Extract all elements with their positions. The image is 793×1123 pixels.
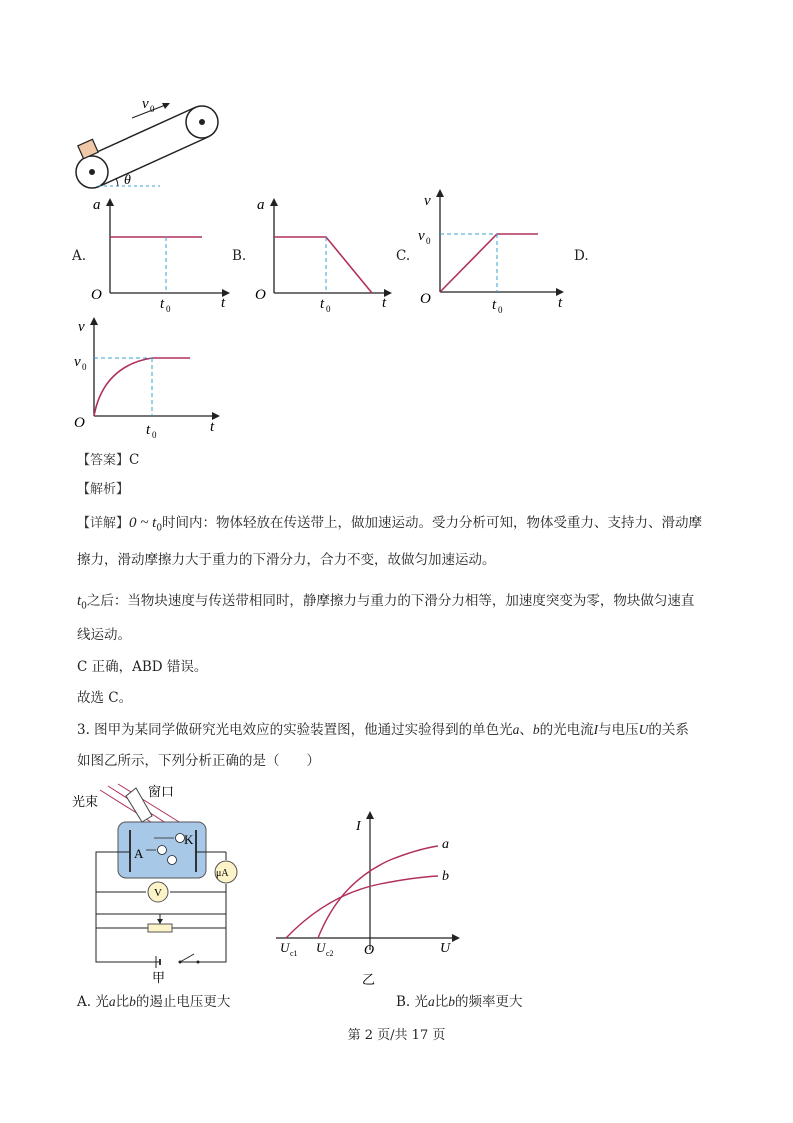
t0-sub: 0 bbox=[152, 430, 157, 440]
q3-sep: 、 bbox=[519, 722, 533, 738]
answer-tag: 【答案】 bbox=[77, 453, 130, 468]
q3-option-b-b: b bbox=[448, 994, 456, 1009]
v0-sub: 0 bbox=[82, 362, 87, 372]
graph-b bbox=[252, 195, 402, 315]
q3-option-a-mid: 比 bbox=[115, 994, 130, 1010]
graph-c bbox=[414, 185, 574, 320]
detail-line-4: 线运动。 bbox=[77, 627, 131, 643]
curve-b-label: b bbox=[442, 869, 449, 884]
microammeter-label: μA bbox=[216, 868, 229, 879]
window-label: 窗口 bbox=[148, 784, 175, 799]
v0-label: v bbox=[142, 96, 149, 112]
q3-text-d: 的关系 bbox=[648, 722, 689, 738]
figure-yi bbox=[270, 808, 470, 988]
time-range-sub: 0 bbox=[156, 523, 163, 534]
origin-label: O bbox=[364, 943, 375, 958]
figure-jia-caption: 甲 bbox=[152, 970, 166, 985]
figure-jia bbox=[70, 776, 250, 986]
q3-line-2: 如图乙所示，下列分析正确的是（ ） bbox=[77, 753, 320, 769]
q3-I: I bbox=[593, 722, 599, 737]
anode-label: A bbox=[134, 846, 144, 861]
t0-label: t bbox=[492, 297, 497, 313]
conclusion-1: C 正确，ABD 错误。 bbox=[77, 659, 208, 675]
y-label: v bbox=[424, 193, 431, 209]
detail-text-1: 时间内：物体轻放在传送带上，做加速运动。受力分析可知，物体受重力、支持力、滑动摩 bbox=[162, 515, 703, 531]
origin-label: O bbox=[255, 287, 266, 303]
graph-d bbox=[70, 313, 230, 448]
option-a-label: A. bbox=[72, 248, 87, 264]
t0-label: t bbox=[160, 296, 165, 312]
theta-label: θ bbox=[124, 173, 131, 188]
q3-option-b-pre: B. 光 bbox=[396, 994, 429, 1010]
answer-line bbox=[77, 450, 139, 471]
q3-option-a-b: b bbox=[129, 994, 136, 1009]
v0-sub: 0 bbox=[426, 236, 431, 246]
detail-line-1 bbox=[77, 513, 702, 539]
q3-text-c: 与电压 bbox=[598, 722, 639, 738]
q3-U: U bbox=[638, 722, 649, 737]
q3-option-b-mid: 比 bbox=[434, 994, 449, 1010]
q3-b: b bbox=[532, 722, 540, 737]
uc1-sub: c1 bbox=[290, 949, 298, 958]
conveyor-belt bbox=[76, 106, 218, 188]
v0-sub: 0 bbox=[150, 104, 155, 114]
conclusion-2: 故选 C。 bbox=[77, 690, 133, 706]
time-range: 0 ~ t bbox=[129, 515, 157, 531]
q3-option-a bbox=[77, 992, 230, 1012]
q3-text-b: 的光电流 bbox=[539, 722, 594, 738]
uc2-sub: c2 bbox=[326, 949, 334, 958]
q3-option-b-post: 的频率更大 bbox=[455, 994, 523, 1010]
origin-label: O bbox=[420, 291, 431, 307]
q3-a: a bbox=[512, 722, 520, 737]
t0-label: t bbox=[146, 422, 151, 438]
figure-yi-caption: 乙 bbox=[362, 972, 376, 987]
y-label: a bbox=[257, 197, 265, 213]
voltmeter-label: V bbox=[154, 887, 162, 899]
option-b-label: B. bbox=[232, 248, 247, 264]
current-axis-label: I bbox=[356, 819, 361, 834]
option-c-label: C. bbox=[396, 248, 411, 264]
voltage-axis-label: U bbox=[440, 941, 451, 956]
conveyor-figure bbox=[70, 92, 230, 192]
page-footer: 第 2 页/共 17 页 bbox=[347, 1028, 446, 1043]
analysis-tag: 【解析】 bbox=[77, 482, 130, 497]
t0-sub: 0 bbox=[326, 304, 331, 314]
y-label: v bbox=[78, 319, 85, 335]
q3-option-a-a: a bbox=[108, 994, 116, 1009]
answer-value: C bbox=[129, 452, 140, 468]
uc1-label: U bbox=[280, 940, 290, 955]
q3-line-1 bbox=[77, 720, 689, 740]
x-label: t bbox=[210, 419, 215, 435]
origin-label: O bbox=[74, 415, 85, 431]
beam-label: 光束 bbox=[72, 794, 99, 809]
x-label: t bbox=[382, 295, 387, 311]
v0-label: v bbox=[74, 354, 81, 370]
detail-tag: 【详解】 bbox=[77, 516, 130, 531]
v0-label: v bbox=[418, 228, 425, 244]
q3-option-a-pre: A. 光 bbox=[77, 994, 109, 1010]
q3-option-b-a: a bbox=[428, 994, 435, 1009]
x-label: t bbox=[221, 295, 226, 311]
curve-a bbox=[318, 846, 438, 938]
t0-symbol: t bbox=[77, 593, 82, 609]
graph-a bbox=[88, 195, 238, 315]
origin-label: O bbox=[91, 287, 102, 303]
q3-text-a: 3. 图甲为某同学做研究光电效应的实验装置图，他通过实验得到的单色光 bbox=[77, 722, 513, 738]
x-label: t bbox=[558, 295, 563, 311]
uc2-label: U bbox=[316, 940, 326, 955]
t0-symbol-sub: 0 bbox=[81, 601, 87, 612]
q3-option-b bbox=[396, 992, 523, 1012]
q3-option-a-post: 的遏止电压更大 bbox=[135, 994, 231, 1010]
t0-sub: 0 bbox=[498, 305, 503, 315]
detail-line-2: 擦力，滑动摩擦力大于重力的下滑分力，合力不变，故做匀加速运动。 bbox=[77, 552, 496, 568]
curve-a-label: a bbox=[442, 837, 449, 852]
t0-label: t bbox=[320, 296, 325, 312]
option-d-label: D. bbox=[574, 248, 589, 264]
y-label: a bbox=[93, 197, 101, 213]
t0-sub: 0 bbox=[166, 304, 171, 314]
cathode-label: K bbox=[184, 832, 194, 847]
detail-text-3: 之后：当物块速度与传送带相同时，静摩擦力与重力的下滑分力相等，加速度突变为零，物块做匀速直 bbox=[86, 593, 695, 609]
rheostat bbox=[148, 924, 172, 932]
detail-line-3 bbox=[77, 591, 694, 617]
curve-b bbox=[286, 876, 438, 938]
